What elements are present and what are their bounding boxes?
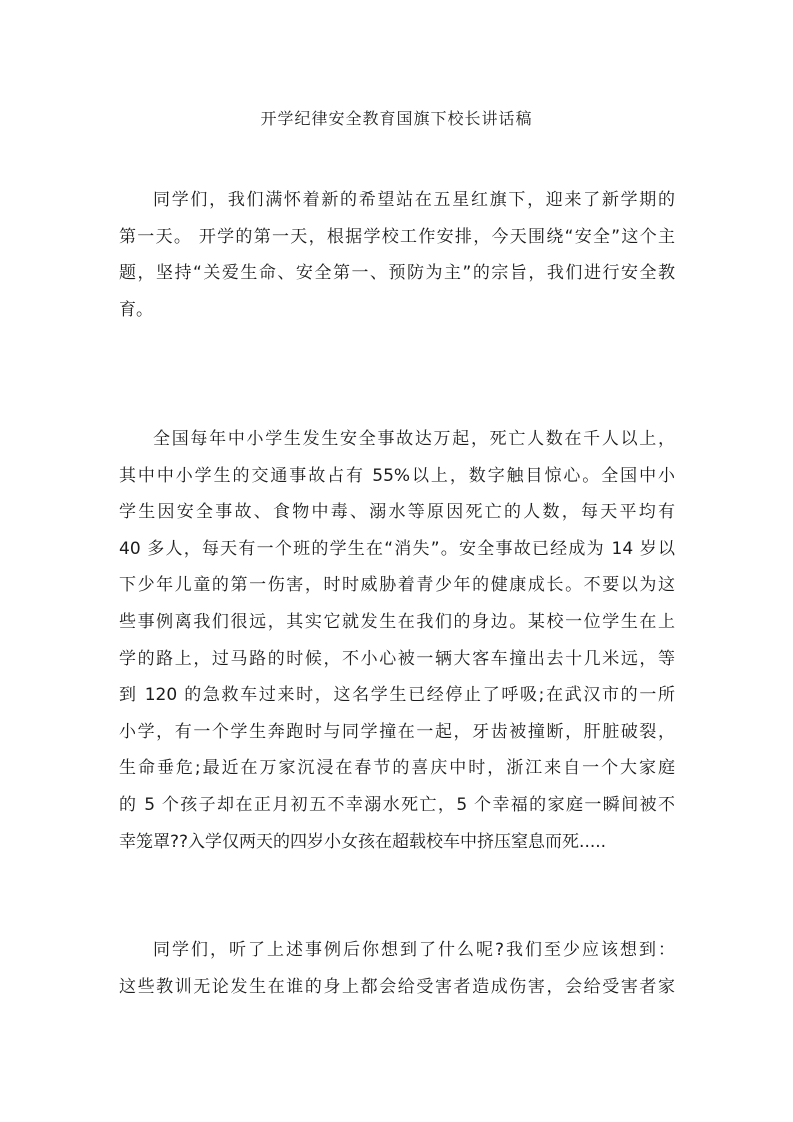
text-line: 其中中小学生的交通事故占有 55%以上，数字触目惊心。全国中小 (119, 465, 675, 486)
text-line: 第一天。 开学的第一天，根据学校工作安排，今天围绕“安全”这个主 (119, 226, 675, 247)
text-line: 些事例离我们很远，其实它就发生在我们的身边。某校一位学生在上 (119, 611, 675, 632)
text-line: 题，坚持“关爱生命、安全第一、预防为主”的宗旨，我们进行安全教 (119, 263, 675, 284)
text-line: 到 120 的急救车过来时，这名学生已经停止了呼吸;在武汉市的一所 (119, 685, 675, 706)
text-line: 同学们，听了上述事例后你想到了什么呢?我们至少应该想到： (153, 940, 675, 960)
text-line: 学的路上，过马路的时候，不小心被一辆大客车撞出去十几米远，等 (119, 648, 675, 669)
document-title: 开学纪律安全教育国旗下校长讲话稿 (260, 109, 533, 128)
paragraph-1 (119, 182, 675, 328)
text-line: 育。 (119, 299, 153, 320)
text-line: 的 5 个孩子却在正月初五不幸溺水死亡，5 个幸福的家庭一瞬间被不 (119, 794, 675, 815)
text-line: 生命垂危;最近在万家沉浸在春节的喜庆中时，浙江来自一个大家庭 (119, 758, 675, 779)
text-line: 小学，有一个学生奔跑时与同学撞在一起，牙齿被撞断，肝脏破裂， (119, 721, 675, 742)
paragraph-2 (119, 421, 675, 860)
text-line: 同学们，我们满怀着新的希望站在五星红旗下，迎来了新学期的 (153, 190, 675, 210)
text-line: 下少年儿童的第一伤害，时时威胁着青少年的健康成长。不要以为这 (119, 575, 675, 596)
paragraph-3 (119, 932, 675, 1005)
text-line: 全国每年中小学生发生安全事故达万起，死亡人数在千人以上， (153, 429, 675, 449)
text-line: 这些教训无论发生在谁的身上都会给受害者造成伤害，会给受害者家 (119, 976, 675, 997)
text-line: 学生因安全事故、食物中毒、溺水等原因死亡的人数，每天平均有 (119, 502, 675, 523)
text-line: 40 多人，每天有一个班的学生在“消失”。安全事故已经成为 14 岁以 (119, 538, 675, 559)
text-line: 幸笼罩??入学仅两天的四岁小女孩在超载校车中挤压窒息而死..... (119, 831, 607, 852)
